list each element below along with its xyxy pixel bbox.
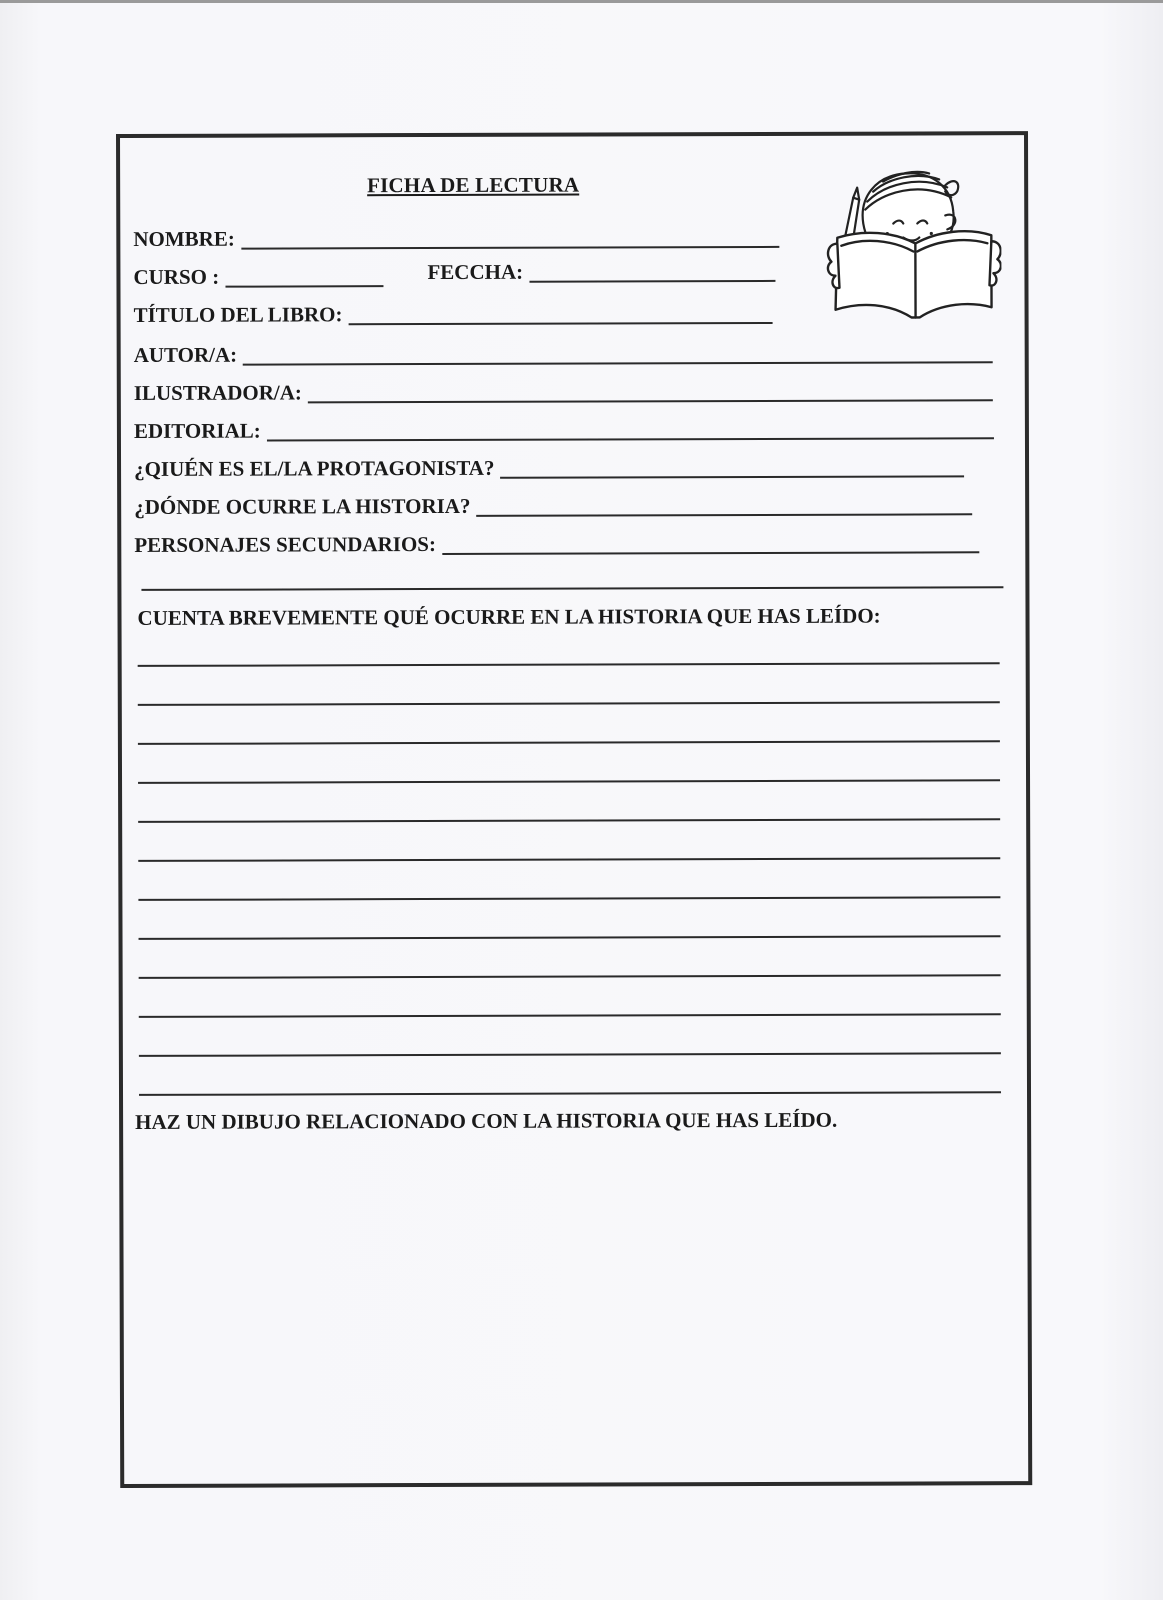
drawing-prompt: HAZ UN DIBUJO RELACIONADO CON LA HISTORIA QUE HAS LEÍDO. <box>135 1107 838 1134</box>
field-personajes <box>134 527 979 556</box>
field-fecha <box>427 256 775 283</box>
curso-line[interactable] <box>225 265 383 287</box>
personajes-label: PERSONAJES SECUNDARIOS: <box>134 531 436 557</box>
curso-label: CURSO : <box>133 264 220 289</box>
editorial-line[interactable] <box>267 417 994 441</box>
autor-label: AUTOR/A: <box>133 342 238 367</box>
child-reading-book-icon <box>823 157 1002 326</box>
form-title: FICHA DE LECTURA <box>367 172 580 198</box>
ilustrador-label: ILUSTRADOR/A: <box>133 380 302 405</box>
summary-line[interactable] <box>138 779 1000 784</box>
editorial-label: EDITORIAL: <box>133 418 261 443</box>
field-titulo <box>134 298 773 326</box>
autor-line[interactable] <box>243 341 993 365</box>
scan-edge <box>0 0 1163 3</box>
summary-line[interactable] <box>139 1052 1001 1057</box>
donde-line[interactable] <box>476 493 972 517</box>
summary-line[interactable] <box>138 701 1000 706</box>
nombre-label: NOMBRE: <box>133 226 235 251</box>
protagonista-label: ¿QIUÉN ES EL/LA PROTAGONISTA? <box>134 455 495 481</box>
summary-line[interactable] <box>139 974 1001 979</box>
field-editorial <box>134 413 994 442</box>
summary-prompt: CUENTA BREVEMENTE QUÉ OCURRE EN LA HISTORIA QUE HAS LEÍDO: <box>137 603 881 630</box>
fecha-label: FECCHA: <box>427 259 524 285</box>
donde-label: ¿DÓNDE OCURRE LA HISTORIA? <box>134 493 471 519</box>
summary-line[interactable] <box>139 1091 1001 1096</box>
field-nombre <box>133 222 779 250</box>
summary-line[interactable] <box>138 818 1000 823</box>
titulo-line[interactable] <box>348 302 772 325</box>
field-protagonista <box>134 451 964 480</box>
summary-line[interactable] <box>139 1013 1001 1018</box>
protagonista-line[interactable] <box>500 455 964 478</box>
titulo-label: TÍTULO DEL LIBRO: <box>133 302 343 327</box>
fecha-line[interactable] <box>529 260 775 283</box>
nombre-line[interactable] <box>241 226 779 250</box>
ilustrador-line[interactable] <box>308 379 993 403</box>
drawing-area[interactable] <box>135 1145 1016 1468</box>
summary-line[interactable] <box>138 857 1000 862</box>
personajes-extra-line[interactable] <box>141 586 1003 591</box>
personajes-line[interactable] <box>442 531 979 555</box>
field-donde <box>134 489 972 518</box>
summary-line[interactable] <box>138 740 1000 745</box>
summary-line[interactable] <box>138 896 1000 901</box>
field-ilustrador <box>134 375 993 404</box>
field-autor <box>134 337 994 366</box>
reading-form-frame <box>116 131 1032 1488</box>
summary-line[interactable] <box>139 935 1001 940</box>
summary-line[interactable] <box>138 662 1000 667</box>
field-curso <box>133 261 383 288</box>
